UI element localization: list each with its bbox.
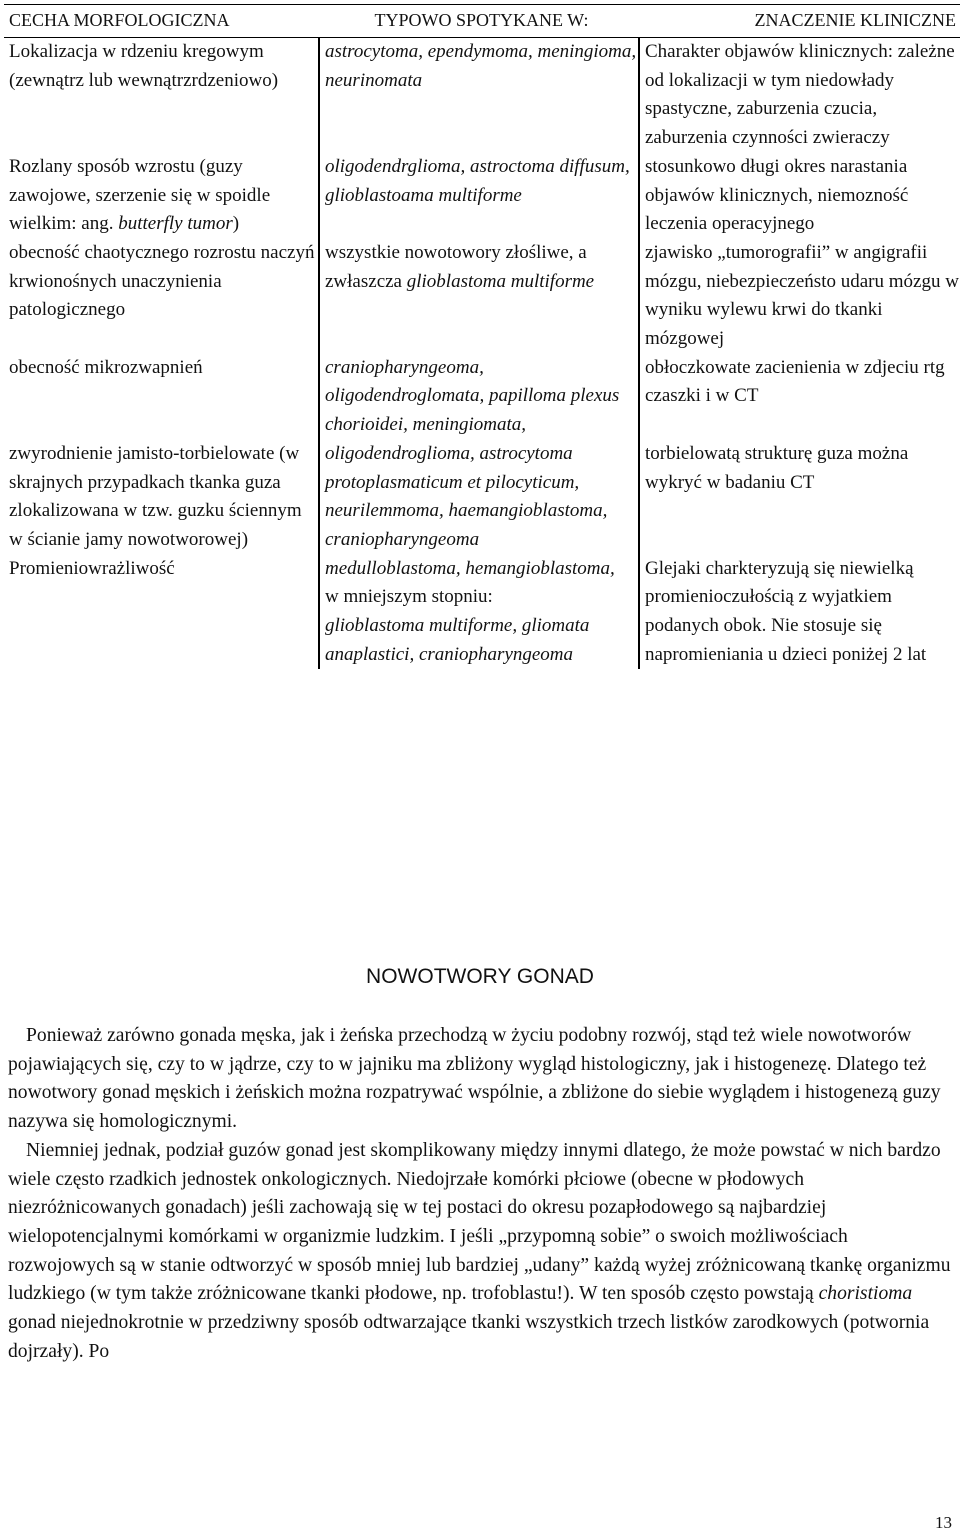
- typical-cell: craniopharyngeoma, oligodendroglomata, papilloma plexus chorioidei, meningiomata,: [325, 356, 620, 436]
- header-clinical-significance: ZNACZENIE KLINICZNE: [639, 5, 960, 38]
- clinical-cell: Charakter objawów klinicznych: zależne od lokalizacji w tym niedowłady spastyczne, zaburzenia czucia, zaburzenia czynności zwieraczy: [639, 38, 960, 153]
- typical-text-italic: glioblastoma multiforme: [406, 270, 595, 292]
- paragraph-text: Niemniej jednak, podział guzów gonad jest skomplikowany między innymi dlatego, że może powstać w nich bardzo wiele często rzadkich jednostek onkologicznych. Niedojrzałe komórki płciowe (obecne w płodowych niezróżnicowanych gonadach) jeśli zachowają się w tej postaci do okresu pozapłodowego są najbardziej wielopotencjalnymi komórkami w organizmie ludzkim. I jeśli „przypomną sobie” o swoich możliwościach rozwojowych są w stanie odtworzyć w sposób mniej lub bardziej „udany” każdą wyżej zróżnicowaną tkankę organizmu ludzkiego (w tym także zróżnicowane tkanki płodowe, np. trofoblastu!). W ten sposób często powstają: [8, 1139, 951, 1305]
- typical-cell: astrocytoma, ependymoma, meningioma, neurinomata: [325, 41, 637, 91]
- feature-text-italic: butterfly tumor: [118, 213, 233, 235]
- paragraph-text-italic: choristioma: [818, 1283, 913, 1305]
- clinical-cell: zjawisko „tumorografii” w angigrafii mózgu, niebezpieczeństo udaru mózgu w wyniku wylewu krwi do tkanki mózgowej: [639, 239, 960, 354]
- feature-cell: obecność chaotycznego rozrostu naczyń krwionośnych unaczynienia patologicznego: [4, 239, 319, 354]
- clinical-cell: torbielowatą strukturę guza można wykryć w badaniu CT: [639, 440, 960, 555]
- header-typically-found-in: TYPOWO SPOTYKANE W:: [319, 5, 639, 38]
- table-row: [4, 153, 960, 239]
- typical-cell: oligodendrglioma, astroctoma diffusum, glioblastoama multiforme: [325, 155, 630, 206]
- typical-cell: [319, 239, 639, 354]
- paragraph-text-end: gonad niejednokrotnie w przedziwny sposób odtwarzające tkanki wszystkich trzech listków zarodkowych (potwornia dojrzały). Po: [8, 1312, 930, 1362]
- feature-cell: Lokalizacja w rdzeniu kregowym (zewnątrz lub wewnątrzrdzeniowo): [4, 38, 319, 153]
- table-row: [4, 38, 960, 153]
- table-row: [4, 440, 960, 555]
- feature-cell: zwyrodnienie jamisto-torbielowate (w skrajnych przypadkach tkanka guza zlokalizowana w tzw. guzku ściennym w ścianie jamy nowotworowej): [4, 440, 319, 555]
- typical-text-italic: medulloblastoma, hemangioblastoma,: [325, 557, 615, 579]
- morphology-table: [4, 4, 960, 669]
- table-row: [4, 354, 960, 440]
- feature-cell: obecność mikrozwapnień: [4, 354, 319, 440]
- body-text: [8, 1022, 952, 1366]
- table-row: [4, 239, 960, 354]
- feature-cell: Promieniowrażliwość: [4, 555, 319, 670]
- paragraph: [8, 1137, 952, 1367]
- typical-text: w mniejszym stopniu:: [325, 586, 493, 608]
- table-row: [4, 555, 960, 670]
- typical-cell: [319, 555, 639, 670]
- typical-cell: oligodendroglioma, astrocytoma protoplasmaticum et pilocyticum, neurilemmoma, haemangioblastoma, craniopharyngeoma: [325, 442, 608, 550]
- feature-text: Rozlany sposób wzrostu (guzy zawojowe, szerzenie się w spoidle wielkim: ang.: [9, 155, 271, 235]
- feature-cell: [4, 153, 319, 239]
- page-number: 13: [935, 1513, 952, 1532]
- feature-text-end: ): [232, 213, 240, 235]
- paragraph: Ponieważ zarówno gonada męska, jak i żeńska przechodzą w życiu podobny rozwój, stąd też wiele nowotworów pojawiających się, czy to w jądrze, czy to w jajniku ma zbliżony wygląd histologiczny, jak i histogenezę. Dlatego też nowotwory gonad męskich i żeńskich można rozpatrywać wspólnie, a zbliżone do siebie wyglądem i histogenezą guzy nazywa się homologicznymi.: [8, 1025, 941, 1133]
- table-header-row: [4, 5, 960, 38]
- typical-text: wszystkie nowotowory złośliwe, a zwłaszcza: [325, 241, 587, 292]
- typical-text-italic: glioblastoma multiforme, gliomata anaplastici, craniopharyngeoma: [325, 615, 590, 665]
- section-title: NOWOTWORY GONAD: [366, 965, 594, 988]
- header-morphological-feature: CECHA MORFOLOGICZNA: [4, 5, 319, 38]
- clinical-cell: stosunkowo długi okres narastania objawów klinicznych, niemozność leczenia operacyjnego: [639, 153, 960, 239]
- clinical-cell: obłoczkowate zacienienia w zdjeciu rtg czaszki i w CT: [639, 354, 960, 440]
- clinical-cell: Glejaki charkteryzują się niewielką promienioczułością z wyjatkiem podanych obok. Nie stosuje się napromieniania u dzieci poniżej 2 lat: [639, 555, 960, 670]
